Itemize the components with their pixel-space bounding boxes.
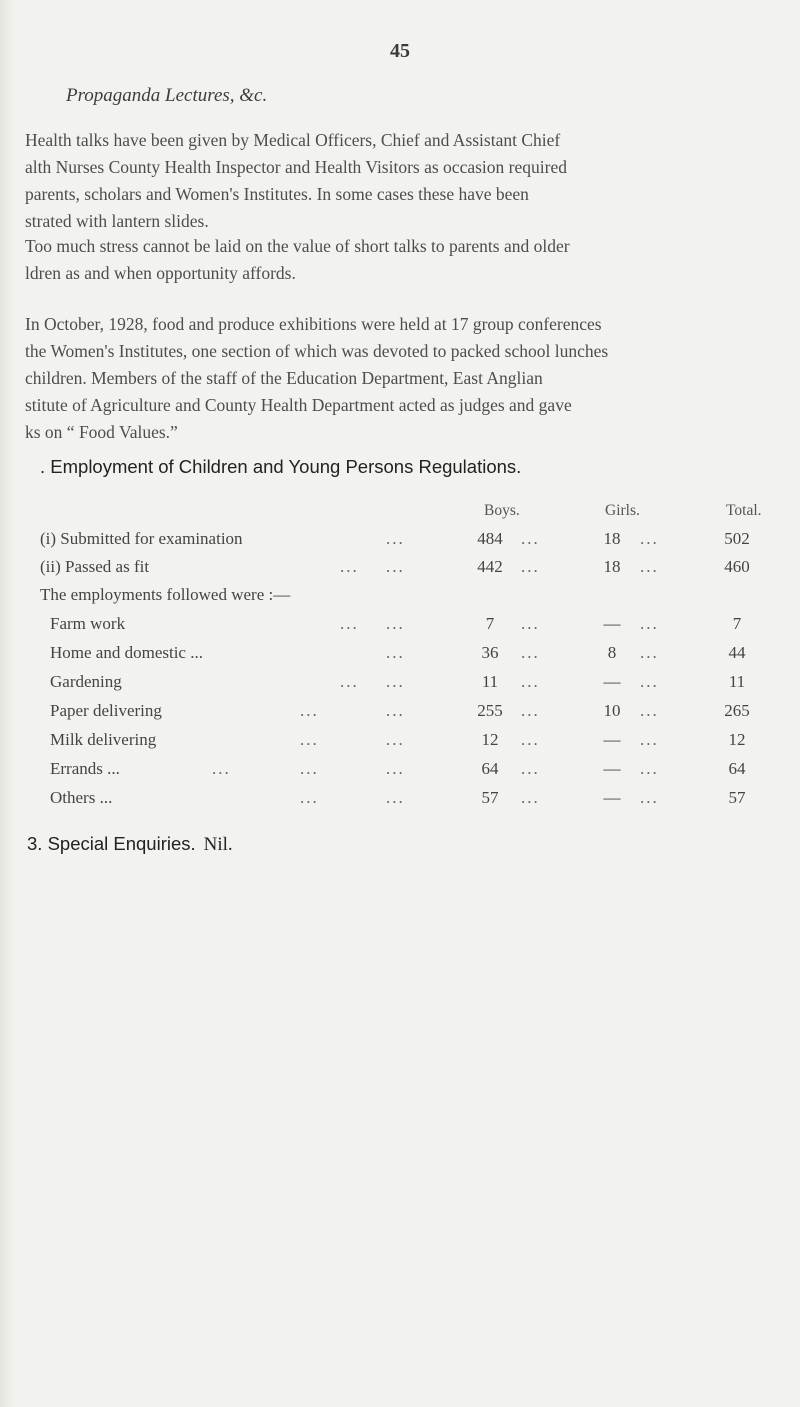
paragraph-line: Health talks have been given by Medical Officers, Chief and Assistant Chief — [25, 130, 561, 150]
table-row — [0, 585, 800, 613]
leader-dots: ... — [521, 529, 540, 548]
girls-value: — — [603, 730, 621, 749]
girls-value: — — [603, 759, 621, 778]
special-enquiries-label: 3. Special Enquiries. — [27, 833, 196, 854]
boys-value: 11 — [481, 672, 499, 691]
total-value: 460 — [724, 557, 750, 576]
row-label: Milk delivering — [50, 730, 157, 749]
girls-value: — — [603, 672, 621, 691]
girls-value: 8 — [607, 643, 617, 662]
leader-dots: ... — [300, 759, 319, 778]
boys-value: 57 — [481, 788, 499, 807]
girls-value: 18 — [603, 529, 621, 548]
row-label: (i) Submitted for examination — [40, 529, 243, 548]
leader-dots: ... — [640, 614, 659, 633]
table-row — [0, 614, 800, 642]
leader-dots: ... — [640, 672, 659, 691]
leader-dots: ... — [521, 788, 540, 807]
leader-dots: ... — [386, 557, 405, 576]
table-row — [0, 529, 800, 557]
row-label: Gardening — [50, 672, 122, 691]
leader-dots: ... — [386, 730, 405, 749]
paragraph-line: alth Nurses County Health Inspector and Health Visitors as occasion required — [25, 157, 567, 177]
table-row — [0, 643, 800, 671]
leader-dots: ... — [521, 672, 540, 691]
total-value: 12 — [728, 730, 746, 749]
boys-value: 64 — [481, 759, 499, 778]
total-value: 44 — [728, 643, 746, 662]
paragraph-health-talks — [25, 127, 785, 235]
paragraph-line: parents, scholars and Women's Institutes. In some cases these have been — [25, 184, 529, 204]
leader-dots: ... — [340, 672, 359, 691]
row-label: Home and domestic ... — [50, 643, 203, 662]
leader-dots: ... — [521, 643, 540, 662]
paragraph-line: the Women's Institutes, one section of which was devoted to packed school lunches — [25, 341, 609, 361]
leader-dots: ... — [640, 643, 659, 662]
girls-value: 10 — [603, 701, 621, 720]
leader-dots: ... — [521, 614, 540, 633]
paragraph-line: ks on “ Food Values.” — [25, 422, 178, 442]
total-value: 11 — [728, 672, 746, 691]
leader-dots: ... — [640, 529, 659, 548]
boys-value: 484 — [477, 529, 503, 548]
leader-dots: ... — [340, 614, 359, 633]
boys-value: 255 — [477, 701, 503, 720]
leader-dots: ... — [386, 529, 405, 548]
leader-dots: ... — [640, 701, 659, 720]
row-label: Paper delivering — [50, 701, 162, 720]
boys-value: 12 — [481, 730, 499, 749]
girls-value: — — [603, 614, 621, 633]
table-row — [0, 701, 800, 729]
paragraph-line: In October, 1928, food and produce exhibitions were held at 17 group conferences — [25, 314, 602, 334]
table-row — [0, 557, 800, 585]
leader-dots: ... — [300, 788, 319, 807]
leader-dots: ... — [386, 759, 405, 778]
column-header-total: Total. — [726, 502, 762, 519]
leader-dots: ... — [640, 759, 659, 778]
leader-dots: ... — [386, 643, 405, 662]
leader-dots: ... — [521, 701, 540, 720]
paragraph-line: strated with lantern slides. — [25, 211, 209, 231]
leader-dots: ... — [640, 788, 659, 807]
paragraph-short-talks — [25, 233, 785, 287]
leader-dots: ... — [386, 672, 405, 691]
leader-dots: ... — [212, 759, 231, 778]
leader-dots: ... — [386, 788, 405, 807]
paragraph-line: Too much stress cannot be laid on the value of short talks to parents and older — [25, 236, 570, 256]
row-label: Errands ... — [50, 759, 120, 778]
row-label: Farm work — [50, 614, 126, 633]
leader-dots: ... — [640, 730, 659, 749]
paragraph-line: children. Members of the staff of the Education Department, East Anglian — [25, 368, 543, 388]
total-value: 64 — [728, 759, 746, 778]
leader-dots: ... — [640, 557, 659, 576]
girls-value: — — [603, 788, 621, 807]
leader-dots: ... — [340, 557, 359, 576]
column-header-girls: Girls. — [605, 502, 640, 519]
total-value: 57 — [728, 788, 746, 807]
paragraph-line: ldren as and when opportunity affords. — [25, 263, 296, 283]
girls-value: 18 — [603, 557, 621, 576]
table-row — [0, 788, 800, 816]
leader-dots: ... — [300, 701, 319, 720]
column-header-boys: Boys. — [484, 502, 520, 519]
special-enquiries-heading — [27, 833, 233, 856]
employments-intro-label: The employments followed were :— — [40, 585, 291, 604]
leader-dots: ... — [386, 701, 405, 720]
paragraph-food-exhibitions — [25, 311, 785, 446]
table-row — [0, 730, 800, 758]
leader-dots: ... — [300, 730, 319, 749]
leader-dots: ... — [521, 730, 540, 749]
table-row — [0, 759, 800, 787]
leader-dots: ... — [386, 614, 405, 633]
table-row — [0, 672, 800, 700]
boys-value: 36 — [481, 643, 499, 662]
boys-value: 7 — [485, 614, 495, 633]
special-enquiries-value: Nil. — [203, 834, 233, 855]
leader-dots: ... — [521, 557, 540, 576]
total-value: 7 — [732, 614, 742, 633]
paragraph-line: stitute of Agriculture and County Health Department acted as judges and gave — [25, 395, 572, 415]
employment-heading: . Employment of Children and Young Persons Regulations. — [40, 456, 522, 477]
page-number: 45 — [390, 40, 410, 62]
total-value: 502 — [724, 529, 750, 548]
boys-value: 442 — [477, 557, 503, 576]
row-label: (ii) Passed as fit — [40, 557, 150, 576]
leader-dots: ... — [521, 759, 540, 778]
section-heading: Propaganda Lectures, &c. — [66, 85, 268, 106]
total-value: 265 — [724, 701, 750, 720]
row-label: Others ... — [50, 788, 113, 807]
